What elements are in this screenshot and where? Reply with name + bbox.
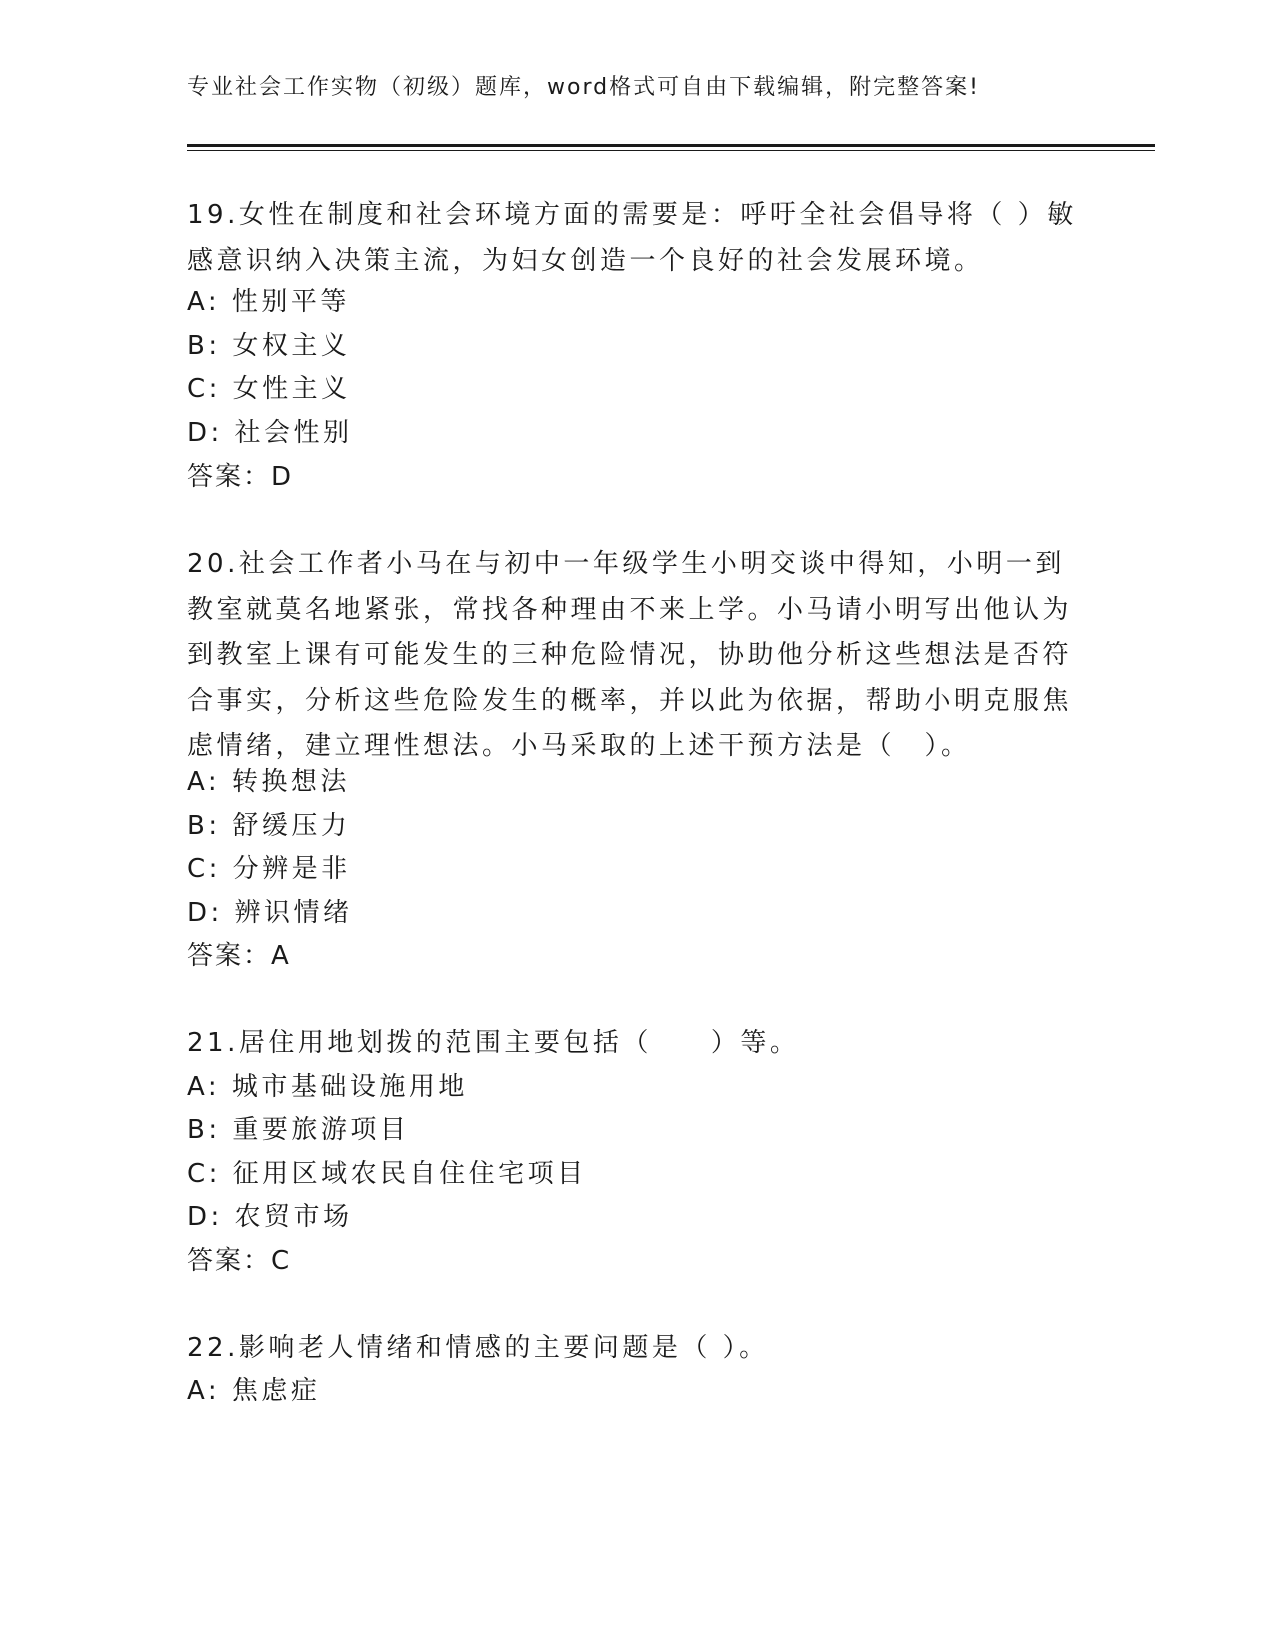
page-header: 专业社会工作实物（初级）题库，word格式可自由下载编辑，附完整答案!: [187, 75, 980, 100]
question-20-stem: 20.社会工作者小马在与初中一年级学生小明交谈中得知，小明一到教室就莫名地紧张，常找各种理由不来上学。小马请小明写出他认为到教室上课有可能发生的三种危险情况，协助他分析这些想法是否符合事实，分析这些危险发生的概率，并以此为依据，帮助小明克服焦虑情绪，建立理性想法。小马采取的上述干预方法是（ ）。: [187, 549, 1073, 761]
question-21-answer: [187, 1239, 289, 1283]
question-22-option-a: A: 焦虑症: [187, 1376, 321, 1406]
question-20-option-a: A: 转换想法: [187, 767, 350, 797]
question-21-option-b: B: 重要旅游项目: [187, 1115, 410, 1145]
question-21-option-c: C: 征用区域农民自住住宅项目: [187, 1159, 587, 1189]
answer-value: D: [271, 462, 292, 492]
question-21-stem: 21.居住用地划拨的范围主要包括（ ）等。: [187, 1028, 800, 1058]
question-19-option-a: A: 性别平等: [187, 287, 350, 317]
question-21-option-a: A: 城市基础设施用地: [187, 1072, 468, 1102]
question-19-option-b: B: 女权主义: [187, 331, 351, 361]
question-21-option-d: D: 农贸市场: [187, 1202, 353, 1232]
question-20-option-b: B: 舒缓压力: [187, 811, 351, 841]
answer-value: C: [271, 1246, 290, 1276]
question-19-stem: 19.女性在制度和社会环境方面的需要是：呼吁全社会倡导将（ ）敏感意识纳入决策主流，为妇女创造一个良好的社会发展环境。: [187, 200, 1077, 276]
question-22-stem: 22.影响老人情绪和情感的主要问题是（ ）。: [187, 1333, 769, 1363]
header-rule-thin: [187, 150, 1155, 151]
question-19-option-c: C: 女性主义: [187, 374, 351, 404]
question-20-answer: [187, 934, 289, 978]
answer-label: 答案：: [187, 462, 272, 492]
answer-value: A: [271, 941, 289, 971]
question-19-answer: [187, 455, 291, 499]
answer-label: 答案：: [187, 941, 272, 971]
question-19-option-d: D: 社会性别: [187, 418, 353, 448]
header-rule-thick: [187, 144, 1155, 147]
question-20-option-c: C: 分辨是非: [187, 854, 351, 884]
answer-label: 答案：: [187, 1246, 272, 1276]
question-20-option-d: D: 辨识情绪: [187, 898, 353, 928]
